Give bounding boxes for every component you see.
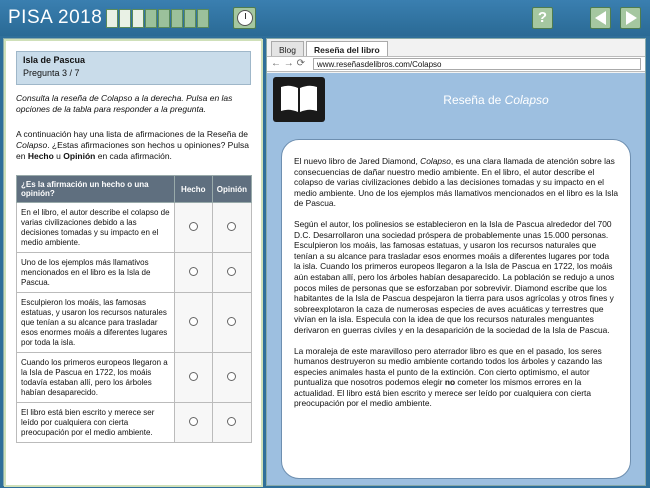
statement-text: En el libro, el autor describe el colapso de varias civilizaciones debido a las decisiones tomadas y su impacto en el medio ambiente.	[17, 203, 175, 253]
refresh-icon[interactable]: ⟳	[296, 58, 305, 69]
question-header	[16, 51, 251, 85]
article-paragraph: Según el autor, los polinesios se establecieron en la Isla de Pascua alrededor del 700 D.C. Desarrollaron una sociedad próspera de probablemente unas 15.000 personas. Esculpieron los moáis, las famosas estatuas, y usaron los recursos naturales que tenían a su alcance para trasladar esos enormes moáis a diferentes lugares por toda la isla. Cuando los primeros europeos llegaron a la Isla de Pascua en 1722, los moáis aún estaban allí, pero los árboles habían desaparecido. La población se redujo a unos pocos miles de personas que se esforzaban por sobrevivir. Diamond escribe que los habitantes de la Isla de Pascua despejaron la tierra para usos agrícolas y otros fines y sobreexplotaron la caza de numerosas especies de aves acuáticas y terrestres que vivían en la isla. Especula con la idea de que los recursos naturales menguantes derivaron en guerras civiles y en la desaparición de la sociedad de la Isla de Pascua.	[294, 218, 615, 335]
question-instruction: Consulta la reseña de Colapso a la derecha. Pulsa en las opciones de la tabla para responder a la pregunta.	[16, 93, 233, 114]
progress-indicator	[106, 9, 209, 28]
question-panel	[3, 38, 262, 486]
app-title: PISA 2018	[8, 7, 103, 28]
help-icon: ?	[537, 9, 548, 26]
fact-radio-cell[interactable]	[174, 203, 212, 253]
nav-controls	[271, 58, 305, 69]
address-bar	[267, 56, 645, 72]
unit-title: Isla de Pascua	[23, 55, 86, 65]
url-field: www.reseñasdelibros.com/Colapso	[313, 58, 641, 70]
forward-icon[interactable]: →	[283, 58, 294, 69]
review-article	[281, 139, 631, 479]
question-number: Pregunta 3 / 7	[23, 68, 80, 78]
statement-text: El libro está bien escrito y merece ser leído por cualquiera con cierta preocupación por el medio ambiente.	[17, 403, 175, 443]
progress-segment	[158, 9, 170, 28]
previous-button[interactable]	[590, 7, 611, 29]
site-title: Reseña de Colapso	[443, 93, 549, 107]
progress-segment	[119, 9, 131, 28]
table-row	[17, 253, 252, 293]
statement-text: Cuando los primeros europeos llegaron a la Isla de Pascua en 1722, los moáis todavía estaban allí, pero los árboles habían desaparecido.	[17, 353, 175, 403]
table-row	[17, 203, 252, 253]
fact-radio[interactable]	[189, 267, 198, 276]
progress-segment	[106, 9, 118, 28]
fact-radio[interactable]	[189, 317, 198, 326]
progress-segment	[132, 9, 144, 28]
back-icon[interactable]: ←	[271, 58, 281, 69]
fact-radio-cell[interactable]	[174, 293, 212, 353]
timer-button[interactable]	[233, 7, 256, 29]
opinion-radio-cell[interactable]	[212, 353, 251, 403]
opinion-radio-cell[interactable]	[212, 293, 251, 353]
progress-segment	[184, 9, 196, 28]
opinion-radio[interactable]	[227, 267, 236, 276]
browser-panel	[266, 38, 646, 486]
statement-text: Uno de los ejemplos más llamativos mencionados en el libro es la Isla de Pascua.	[17, 253, 175, 293]
progress-segment	[197, 9, 209, 28]
opinion-radio[interactable]	[227, 222, 236, 231]
arrow-left-icon	[595, 11, 606, 25]
web-page	[267, 73, 645, 485]
article-paragraph: La moraleja de este maravilloso pero aterrador libro es que en el pasado, los seres humanos destruyeron su medio ambiente cortando todos los árboles y cazando las especies animales hasta el punto de la extinción. Con cierto optimismo, el autor puntualiza que nosotros podemos elegir no cometer los mismos errores en la actualidad. El libro está bien escrito y merece ser leído por cualquiera con cierta preocupación por el medio ambiente.	[294, 345, 603, 409]
question-intro: A continuación hay una lista de afirmaciones de la Reseña de Colapso. ¿Estas afirmaciones son hechos u opiniones? Pulsa en Hecho u Opinión en cada afirmación.	[16, 129, 249, 161]
arrow-right-icon	[626, 11, 637, 25]
fact-radio[interactable]	[189, 372, 198, 381]
next-button[interactable]	[620, 7, 641, 29]
table-header-fact: Hecho	[174, 176, 212, 203]
table-header-opinion: Opinión	[212, 176, 251, 203]
top-bar	[0, 0, 650, 36]
fact-radio-cell[interactable]	[174, 353, 212, 403]
table-row	[17, 293, 252, 353]
answer-table	[16, 175, 252, 443]
opinion-radio[interactable]	[227, 417, 236, 426]
article-paragraph: El nuevo libro de Jared Diamond, Colapso, es una clara llamada de atención sobre las consecuencias de dañar nuestro medio ambiente. En el libro, el autor describe el colapso de varias civilizaciones debido a las decisiones tomadas y su impacto en el medio ambiente. Uno de los ejemplos más llamativos mencionados en el libro es la Isla de Pascua.	[294, 156, 618, 209]
progress-segment	[171, 9, 183, 28]
opinion-radio-cell[interactable]	[212, 403, 251, 443]
fact-radio-cell[interactable]	[174, 403, 212, 443]
fact-radio-cell[interactable]	[174, 253, 212, 293]
clock-icon	[237, 10, 253, 26]
fact-radio[interactable]	[189, 417, 198, 426]
opinion-radio[interactable]	[227, 372, 236, 381]
opinion-radio[interactable]	[227, 317, 236, 326]
opinion-radio-cell[interactable]	[212, 203, 251, 253]
table-header-statement: ¿Es la afirmación un hecho o una opinión?	[17, 176, 175, 203]
fact-radio[interactable]	[189, 222, 198, 231]
statement-text: Esculpieron los moáis, las famosas estatuas, y usaron los recursos naturales que tenían a su alcance para trasladar esos enormes moáis a diferentes lugares por toda la isla.	[17, 293, 175, 353]
help-button[interactable]	[532, 7, 553, 29]
table-row	[17, 403, 252, 443]
tab-blog[interactable]: Blog	[271, 41, 304, 58]
progress-segment	[145, 9, 157, 28]
table-row	[17, 353, 252, 403]
opinion-radio-cell[interactable]	[212, 253, 251, 293]
tab-book-review[interactable]: Reseña del libro	[306, 41, 388, 58]
